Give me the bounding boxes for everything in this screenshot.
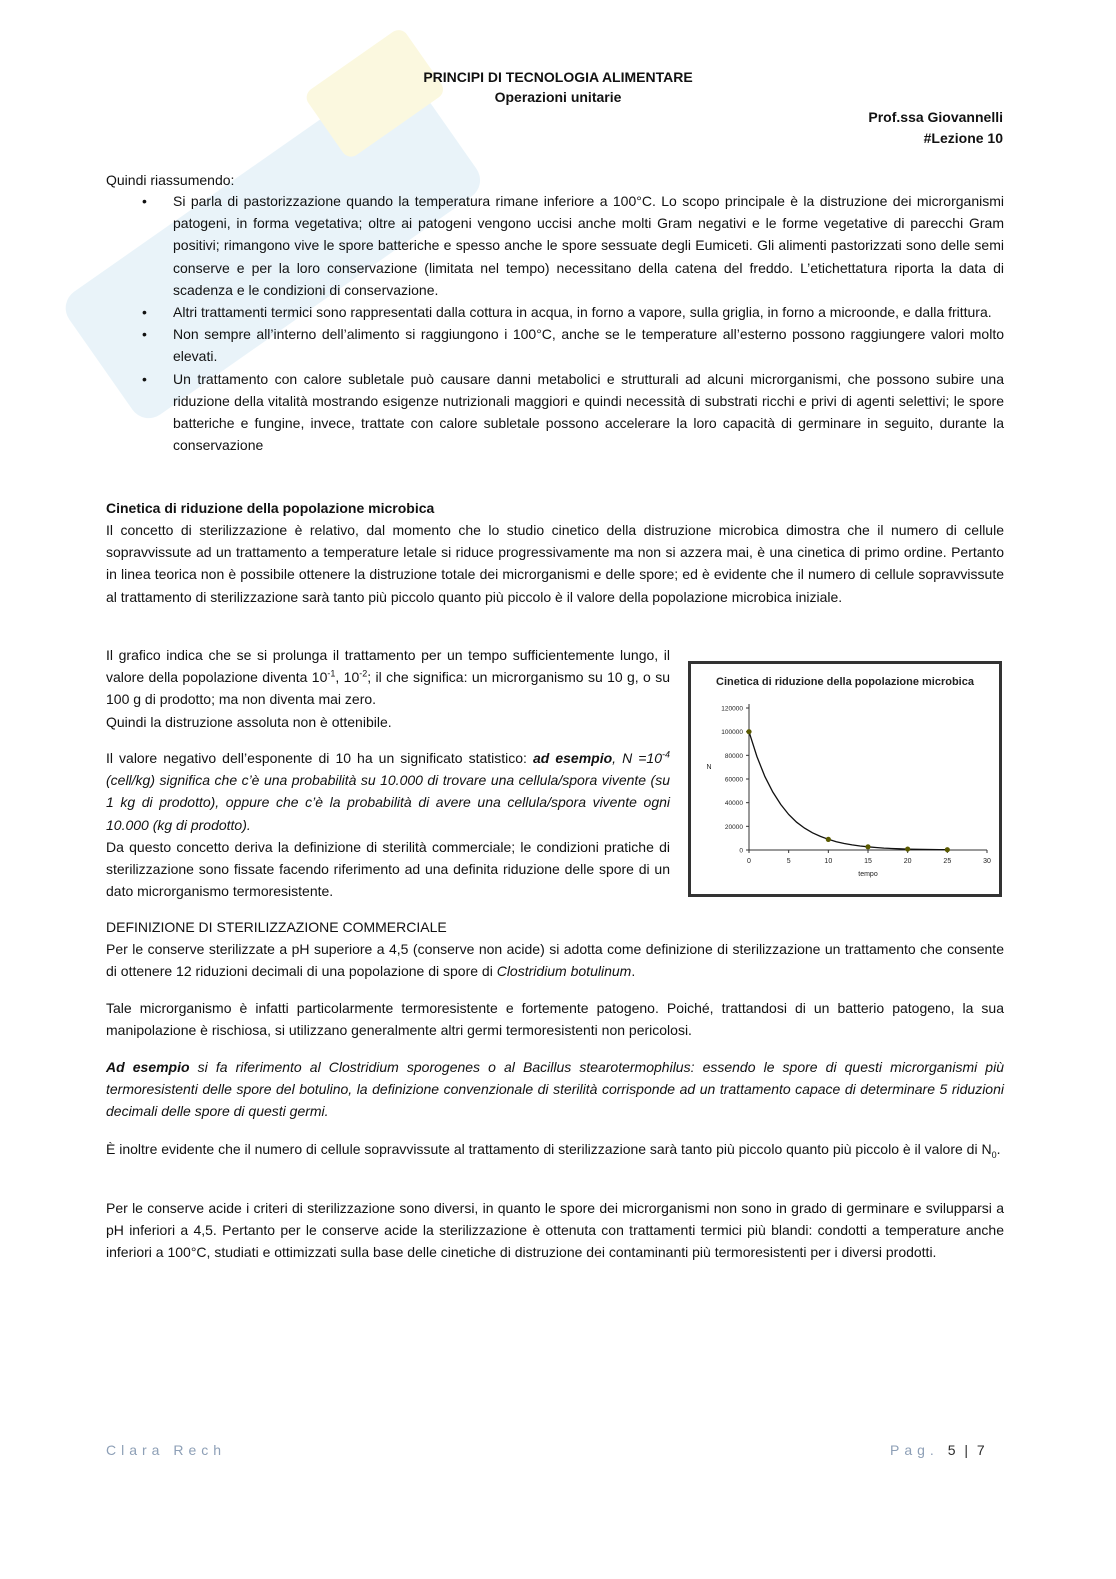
chart-y-tick-label: 80000	[724, 752, 743, 760]
list-item: • Si parla di pastorizzazione quando la temperatura rimane inferiore a 100°C. Lo scopo principale è la distruzione dei microrganismi patogeni, in forma vegetativa; oltre ai patogeni vengono uccisi anche molti Gram negativi e le forme vegetative di parecchi Gram positivi; rimangono vive le spore batteriche e spesso anche le spore sessuate degli Eumiceti. Gli alimenti pastorizzati sono delle semi conserve e per la loro conservazione (limitata nel tempo) necessitano della catena del freddo. L’etichettatura riporta la data di scadenza e le condizioni di conservazione.	[106, 190, 1004, 301]
chart-x-tick-label: 25	[943, 858, 952, 865]
commercial-heading: DEFINIZIONE DI STERILIZZAZIONE COMMERCIALE	[106, 919, 447, 935]
chart-data-point	[746, 729, 751, 734]
bullet-icon: •	[142, 370, 147, 387]
kinetics-paragraph: Il concetto di sterilizzazione è relativo, dal momento che lo studio cinetico della distruzione microbica dimostra che il numero di cellule sopravvissute ad un trattamento a temperature letale si riduce progressivamente ma non si azzera mai, è una cinetica di primo ordine. Pertanto in linea teorica non è possibile ottenere la distruzione totale dei microrganismi e delle spore; ed è evidente che il numero di cellule sopravvissute al trattamento di sterilizzazione sarà tanto più piccolo quanto più piccolo è il valore della popolazione microbica iniziale.	[106, 522, 1004, 605]
bullet-icon: •	[142, 193, 147, 209]
footer-author: Clara Rech	[106, 1442, 227, 1458]
chart-data-point	[945, 847, 950, 852]
commercial-paragraph-3: Ad esempio si fa riferimento al Clostridium sporogenes o al Bacillus stearotermophilus: essendo le spore di questi microrganismi più termoresistenti delle spore del botulino, la definizione convenzionale di sterilità corrisponde ad un trattamento capace di determinare 5 riduzioni decimali delle spore di questi germi.	[106, 1059, 1004, 1120]
chart-y-tick-label: 60000	[724, 776, 743, 784]
chart-series-line	[749, 732, 947, 850]
chart-x-tick-label: 30	[983, 858, 991, 865]
list-item: • Non sempre all’interno dell’alimento si raggiungono i 100°C, anche se le temperature all’esterno possono raggiungere valori molto elevati.	[106, 323, 1004, 367]
chart-y-axis-label: N	[706, 764, 712, 771]
chart-x-tick-label: 0	[747, 858, 751, 865]
kinetics-heading: Cinetica di riduzione della popolazione microbica	[106, 500, 435, 516]
chart-data-point	[905, 846, 910, 851]
summary-intro: Quindi riassumendo:	[106, 172, 235, 188]
chart-x-axis-label: tempo	[858, 871, 878, 878]
chart-x-tick-label: 20	[903, 858, 912, 865]
chart-data-point	[826, 837, 831, 842]
statistical-meaning: Il valore negativo dell’esponente di 10 ha un significato statistico: ad esempio, $N =10^{-4}$ (cell/kg) significa che c’è una probabilità su 10.000 di trovare una cellula/spora vivente (su 1 kg di prodotto), oppure che c’è la probabilità di avere una cellula/spora vivente ogni 10.000 (kg di prodotto). Da questo concetto deriva la definizione di sterilità commerciale; le condizioni pratiche di sterilizzazione sono fissate facendo riferimento ad una definita riduzione delle spore di un dato microrganismo termoresistente.	[106, 749, 670, 900]
commercial-paragraph-4: È inoltre evidente che il numero di cellule sopravvissute al trattamento di sterilizzazione sarà tanto più piccolo quanto più piccolo è il valore di $N_0$.	[106, 1141, 1001, 1160]
lesson-number: #Lezione 10	[923, 130, 1003, 146]
bullet-icon: •	[142, 304, 147, 321]
course-title: PRINCIPI DI TECNOLOGIA ALIMENTARE	[423, 69, 693, 85]
chart-y-tick-label: 40000	[724, 800, 743, 808]
graph-explanation: Il grafico indica che se si prolunga il trattamento per un tempo sufficientemente lungo, il valore della popolazione diventa $10^{-1}$, $10^{-2}$; il che significa: un microrganismo su 10 g, o su 100 g di prodotto; ma non diventa mai zero. Quindi la distruzione assoluta non è ottenibile.	[106, 647, 670, 730]
commercial-paragraph-1: Per le conserve sterilizzate a pH superiore a 4,5 (conserve non acide) si adotta come definizione di sterilizzazione un trattamento che consente di ottenere 12 riduzioni decimali di una popolazione di spore di Clostridium botulinum.	[106, 941, 1004, 980]
chart-x-tick-label: 15	[864, 858, 872, 865]
kinetics-chart	[688, 661, 1002, 897]
course-subtitle: Operazioni unitarie	[494, 89, 622, 105]
chart-title: Cinetica di riduzione della popolazione microbica	[716, 676, 974, 688]
footer-page: Pag. 5 | 7	[890, 1442, 985, 1458]
chart-data-point	[865, 844, 870, 849]
current-page: 5	[947, 1442, 956, 1458]
kinetics-chart-svg	[691, 664, 999, 894]
list-item: • Un trattamento con calore subletale può causare danni metabolici e strutturali ad alcuni microrganismi, che possono subire una riduzione della vitalità mostrando esigenze nutrizionali maggiori e quindi necessità di substrati ricchi e privi di agenti selettivi; le spore batteriche e fungine, invece, trattate con calore subletale possono accelerare la loro capacità di germinare in seguito, durante la conservazione	[106, 368, 1004, 457]
total-pages: 7	[976, 1442, 985, 1458]
chart-x-tick-label: 5	[786, 858, 791, 865]
chart-y-tick-label: 0	[739, 847, 743, 855]
chart-y-tick-label: 100000	[721, 729, 743, 737]
commercial-paragraph-2: Tale microrganismo è infatti particolarmente termoresistente e fortemente patogeno. Poiché, trattandosi di un batterio patogeno, la sua manipolazione è rischiosa, si utilizzano generalmente altri germi termoresistenti non pericolosi.	[106, 1000, 1004, 1039]
bullet-icon: •	[142, 326, 147, 343]
chart-y-tick-label: 120000	[721, 705, 743, 713]
chart-x-tick-label: 10	[824, 858, 833, 865]
summary-bullet-list	[106, 190, 1004, 456]
professor-name: Prof.ssa Giovannelli	[868, 109, 1003, 125]
commercial-paragraph-5: Per le conserve acide i criteri di sterilizzazione sono diversi, in quanto le spore dei microrganismi non sono in grado di germinare e svilupparsi a pH inferiori a 4,5. Pertanto per le conserve acide la sterilizzazione è ottenuta con trattamenti termici più blandi: condotti a temperature anche inferiori a 100°C, studiati e ottimizzati sulla base delle cinetiche di distruzione dei contaminanti più termoresistenti per i diversi prodotti.	[106, 1200, 1004, 1261]
list-item: • Altri trattamenti termici sono rappresentati dalla cottura in acqua, in forno a vapore, sulla griglia, in forno a microonde, e dalla frittura.	[106, 301, 1004, 323]
chart-y-tick-label: 20000	[724, 823, 743, 831]
